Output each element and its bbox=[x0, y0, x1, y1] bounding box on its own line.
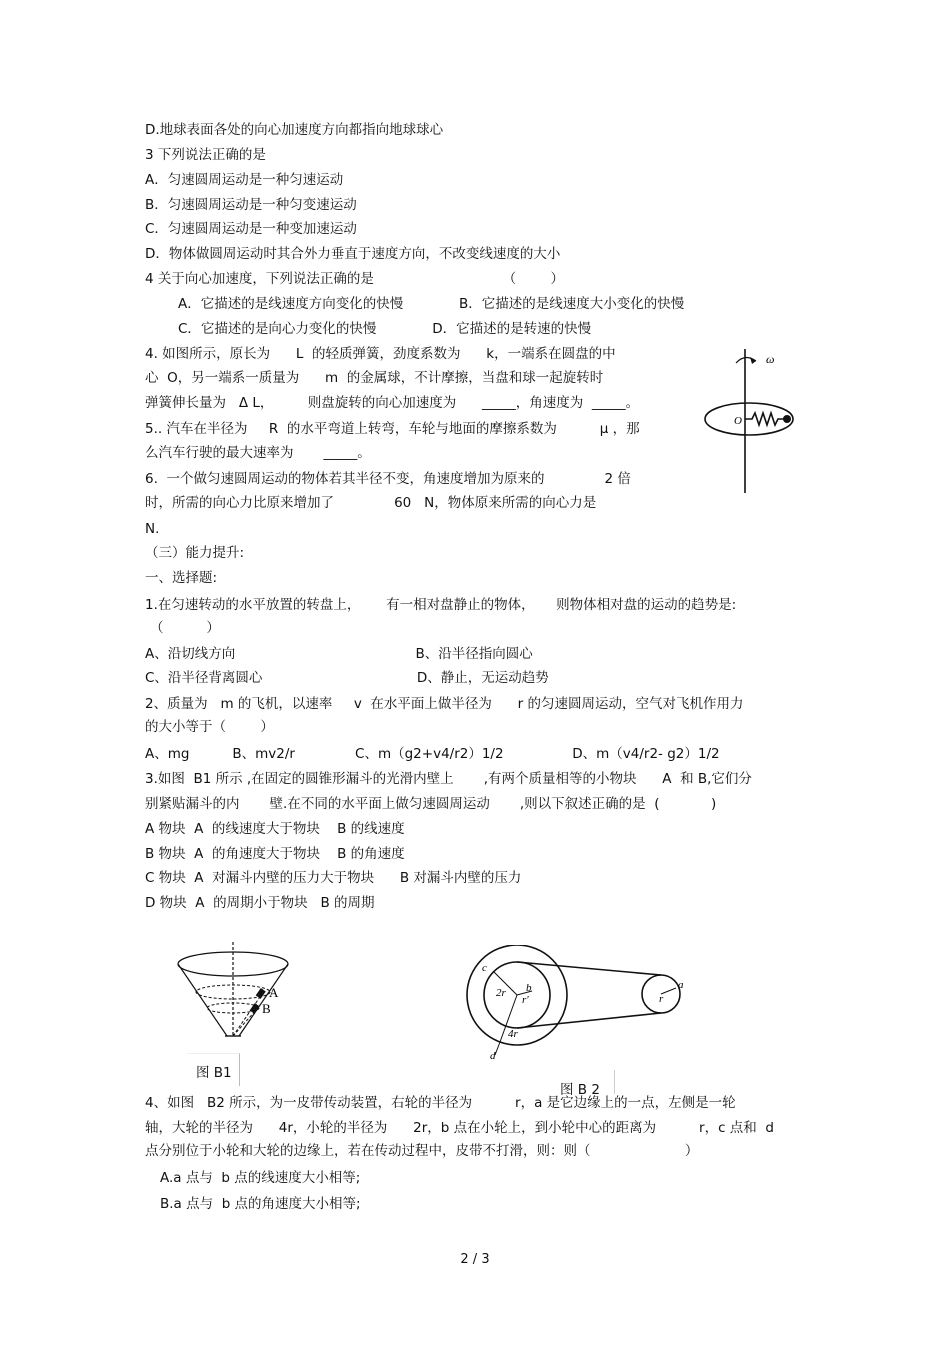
text-line: 的大小等于（ ） bbox=[145, 719, 274, 735]
text-line: D．物体做圆周运动时其合外力垂直于速度方向，不改变线速度的大小 bbox=[145, 246, 561, 262]
text-line: 2、质量为 m 的飞机，以速率 v 在水平面上做半径为 r 的匀速圆周运动，空气对飞机作用力 bbox=[145, 696, 744, 712]
label-b: B bbox=[262, 1001, 271, 1016]
omega-label: ω bbox=[766, 352, 775, 366]
belt-transmission-figure bbox=[460, 945, 710, 1060]
text-line: 么汽车行驶的最大速率为 _____。 bbox=[145, 445, 371, 461]
text-line: B 物块 A 的角速度大于物块 B 的角速度 bbox=[145, 846, 405, 862]
text-line: A 物块 A 的线速度大于物块 B 的线速度 bbox=[145, 821, 405, 837]
label-c: c bbox=[482, 962, 487, 974]
text-line: 1.在匀速转动的水平放置的转盘上， 有一相对盘静止的物体， 则物体相对盘的运动的趋势是: bbox=[145, 597, 737, 613]
text-line: 3.如图 B1 所示 ,在固定的圆锥形漏斗的光滑内壁上 ,有两个质量相等的小物块 A 和 B,它们分 bbox=[145, 771, 752, 787]
text-line: B．匀速圆周运动是一种匀变速运动 bbox=[145, 197, 357, 213]
funnel-figure bbox=[170, 940, 300, 1050]
text-line: 时，所需的向心力比原来增加了 60 N，物体原来所需的向心力是 bbox=[145, 495, 597, 511]
rotating-disk-figure bbox=[700, 345, 810, 495]
text-line: D.地球表面各处的向心加速度方向都指向地球球心 bbox=[145, 122, 444, 138]
label-r-prime: r' bbox=[522, 994, 529, 1006]
text-line: D 物块 A 的周期小于物块 B 的周期 bbox=[145, 895, 375, 911]
text-line: 点分别位于小轮和大轮的边缘上，若在传动过程中，皮带不打滑，则：则（ ） bbox=[145, 1143, 699, 1159]
label-b-point: b bbox=[526, 982, 532, 994]
text-line: A.a 点与 b 点的线速度大小相等; bbox=[160, 1170, 361, 1186]
label-d: d bbox=[490, 1050, 496, 1060]
text-line: A．它描述的是线速度方向变化的快慢 B．它描述的是线速度大小变化的快慢 bbox=[178, 296, 685, 312]
text-line: A、沿切线方向 B、沿半径指向圆心 bbox=[145, 646, 533, 662]
text-line: C．匀速圆周运动是一种变加速运动 bbox=[145, 221, 357, 237]
text-line: 4. 如图所示，原长为 L 的轻质弹簧，劲度系数为 k，一端系在圆盘的中 bbox=[145, 346, 616, 362]
text-line: 6. 一个做匀速圆周运动的物体若其半径不变，角速度增加为原来的 2 倍 bbox=[145, 471, 631, 487]
text-line: C、沿半径背离圆心 D、静止，无运动趋势 bbox=[145, 670, 549, 686]
text-line: （ ） bbox=[150, 620, 220, 636]
center-o-label: O bbox=[734, 415, 742, 427]
text-line: 4 关于向心加速度，下列说法正确的是 （ ） bbox=[145, 271, 564, 287]
text-line: 轴，大轮的半径为 4r，小轮的半径为 2r，b 点在小轮上，到小轮中心的距离为 r，c 点和 d bbox=[145, 1120, 774, 1136]
text-line: 5.. 汽车在半径为 R 的水平弯道上转弯，车轮与地面的摩擦系数为 μ ，那 bbox=[145, 421, 640, 437]
label-4r: 4r bbox=[508, 1028, 518, 1040]
label-a: A bbox=[269, 985, 279, 1000]
text-line: （三）能力提升: bbox=[145, 545, 245, 561]
text-line: A、mg B、mv2/r C、m（g2+v4/r2）1/2 D、m（v4/r2- g2）1/2 bbox=[145, 746, 720, 762]
text-line: 4、如图 B2 所示，为一皮带传动装置，右轮的半径为 r，a 是它边缘上的一点，左侧是一轮 bbox=[145, 1095, 736, 1111]
text-line: C．它描述的是向心力变化的快慢 D．它描述的是转速的快慢 bbox=[178, 321, 592, 337]
text-line: 3 下列说法正确的是 bbox=[145, 147, 266, 163]
text-line: 别紧贴漏斗的内 壁.在不同的水平面上做匀速圆周运动 ,则以下叙述正确的是 ( ) bbox=[145, 796, 717, 812]
funnel-caption: 图 B1 bbox=[196, 1065, 232, 1081]
text-line: N. bbox=[145, 521, 160, 537]
page-number: 2 / 3 bbox=[460, 1252, 490, 1267]
label-r: r bbox=[659, 993, 664, 1005]
label-2r: 2r bbox=[496, 987, 506, 999]
text-line: A．匀速圆周运动是一种匀速运动 bbox=[145, 172, 344, 188]
belt-caption: 图 B 2 bbox=[560, 1082, 600, 1098]
text-line: B.a 点与 b 点的角速度大小相等; bbox=[160, 1196, 361, 1212]
text-line: 一、选择题: bbox=[145, 570, 218, 586]
text-line: C 物块 A 对漏斗内壁的压力大于物块 B 对漏斗内壁的压力 bbox=[145, 870, 522, 886]
text-line: 弹簧伸长量为 Δ L， 则盘旋转的向心加速度为 _____，角速度为 _____。 bbox=[145, 395, 640, 411]
text-line: 心 O，另一端系一质量为 m 的金属球，不计摩擦，当盘和球一起旋转时 bbox=[145, 370, 604, 386]
label-a-point: a bbox=[678, 979, 684, 991]
